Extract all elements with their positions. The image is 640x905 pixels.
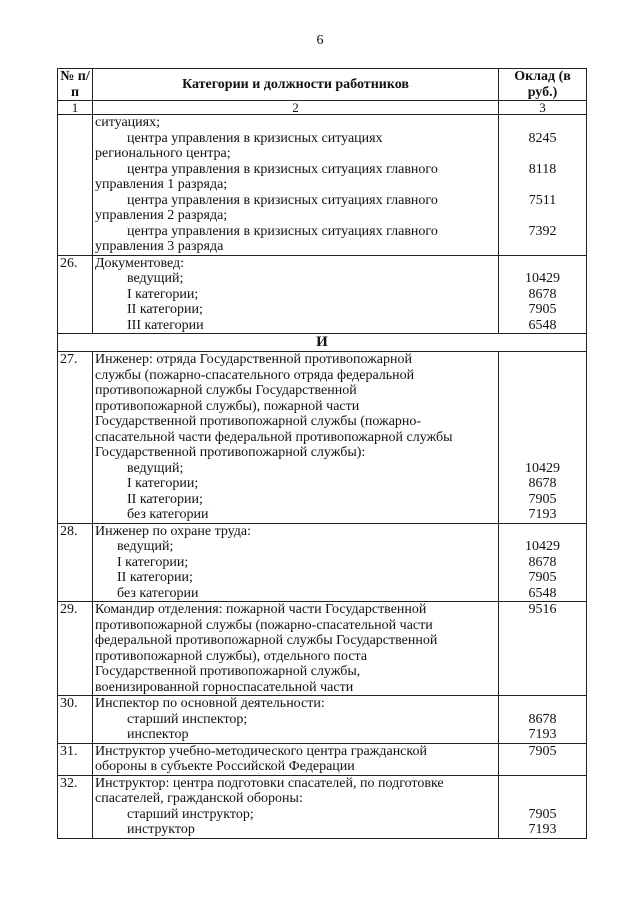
position-line: II категории; xyxy=(117,570,193,585)
salary-cell xyxy=(499,352,587,524)
header-num: № п/п xyxy=(58,69,93,101)
salary-cell xyxy=(499,743,587,775)
salary-value: 7905 xyxy=(528,302,557,317)
position-line: старший инспектор; xyxy=(127,711,248,727)
salary-value xyxy=(501,208,584,224)
position-line: Инженер по охране труда: xyxy=(95,523,252,539)
position-line: федеральной противопожарной службы Государственной xyxy=(95,633,438,648)
position-line: центра управления в кризисных ситуациях главного xyxy=(127,161,438,177)
salary-value xyxy=(501,680,584,696)
position-line: Документовед: xyxy=(95,255,185,271)
table-header-row xyxy=(58,69,587,101)
salary-value: 7193 xyxy=(528,507,557,522)
salary-value: 7193 xyxy=(528,727,557,742)
salary-value xyxy=(501,759,584,775)
position-line: военизированной горноспасательной части xyxy=(95,679,354,695)
position-line: Государственной противопожарной службы): xyxy=(95,445,366,460)
header-salary: Оклад (в руб.) xyxy=(499,69,587,101)
position-cell xyxy=(93,602,499,696)
position-line: III категории xyxy=(127,317,204,333)
salary-value: 8678 xyxy=(528,286,557,302)
salary-value xyxy=(501,524,584,540)
position-line: II категории; xyxy=(127,302,203,317)
section-letter-row xyxy=(58,334,587,352)
row-number: 27. xyxy=(58,352,93,524)
table-row xyxy=(58,775,587,838)
salary-value xyxy=(501,177,584,193)
position-line: Инспектор по основной деятельности: xyxy=(95,696,325,711)
position-line: противопожарной службы), отдельного поста xyxy=(95,648,368,664)
position-line: противопожарной службы (пожарно-спасательной части xyxy=(95,617,433,633)
position-line: центра управления в кризисных ситуациях главного xyxy=(127,223,438,239)
section-letter: И xyxy=(58,334,587,352)
position-cell xyxy=(93,775,499,838)
salary-cell xyxy=(499,255,587,334)
position-line: I категории; xyxy=(117,554,189,570)
salary-value xyxy=(501,115,584,131)
salary-value xyxy=(501,239,584,255)
table-row xyxy=(58,602,587,696)
salary-value: 8678 xyxy=(528,711,557,727)
row-number: 28. xyxy=(58,523,93,602)
salary-value xyxy=(501,146,584,162)
position-cell xyxy=(93,352,499,524)
position-line: ведущий; xyxy=(127,460,184,476)
table-row xyxy=(58,743,587,775)
position-line: спасательной части федеральной противопожарной службы xyxy=(95,429,453,445)
header-category: Категории и должности работников xyxy=(93,69,499,101)
salary-value: 7193 xyxy=(528,822,557,837)
salary-value: 6548 xyxy=(528,585,557,601)
salary-value xyxy=(501,664,584,680)
position-line: ведущий; xyxy=(117,539,174,554)
table-row xyxy=(58,255,587,334)
position-line: ситуациях; xyxy=(95,115,160,130)
position-cell xyxy=(93,696,499,744)
position-cell xyxy=(93,255,499,334)
position-line: без категории xyxy=(127,507,209,522)
position-line: противопожарной службы), пожарной части xyxy=(95,398,360,414)
position-cell xyxy=(93,743,499,775)
salary-value: 9516 xyxy=(528,602,557,617)
salary-value: 7905 xyxy=(528,743,557,759)
position-line: I категории; xyxy=(127,286,199,302)
position-cell xyxy=(93,115,499,256)
row-number: 32. xyxy=(58,775,93,838)
position-line: Инструктор учебно-методического центра гражданской xyxy=(95,743,427,759)
position-line: без категории xyxy=(117,585,199,601)
position-line: центра управления в кризисных ситуациях xyxy=(127,130,383,146)
salary-value: 7392 xyxy=(528,223,557,239)
salary-value xyxy=(501,633,584,649)
position-line: старший инструктор; xyxy=(127,806,254,822)
column-number: 1 xyxy=(58,101,93,115)
position-line: центра управления в кризисных ситуациях главного xyxy=(127,192,438,208)
salary-value xyxy=(501,256,584,272)
column-number: 3 xyxy=(499,101,587,115)
position-line: Государственной противопожарной службы, xyxy=(95,664,361,679)
position-cell xyxy=(93,523,499,602)
salary-cell xyxy=(499,523,587,602)
position-line: инспектор xyxy=(127,727,189,742)
salary-table xyxy=(57,68,587,839)
row-number: 30. xyxy=(58,696,93,744)
salary-cell xyxy=(499,696,587,744)
salary-value xyxy=(501,696,584,712)
salary-value xyxy=(501,649,584,665)
salary-value: 7905 xyxy=(528,806,557,822)
position-line: управления 3 разряда xyxy=(95,239,224,254)
salary-value: 8678 xyxy=(528,554,557,570)
position-line: спасателей, гражданской обороны: xyxy=(95,791,303,806)
salary-value xyxy=(501,618,584,634)
position-line: II категории; xyxy=(127,491,203,507)
salary-value xyxy=(501,414,584,430)
table-row xyxy=(58,696,587,744)
position-line: I категории; xyxy=(127,476,199,491)
position-line: управления 2 разряда; xyxy=(95,208,228,223)
position-line: противопожарной службы Государственной xyxy=(95,383,357,398)
salary-value: 8678 xyxy=(528,476,557,491)
salary-value: 10429 xyxy=(525,271,560,286)
salary-value xyxy=(501,445,584,461)
salary-value: 8245 xyxy=(528,130,557,146)
column-number-row xyxy=(58,101,587,115)
page-number: 6 xyxy=(316,33,324,48)
position-line: инструктор xyxy=(127,822,195,837)
salary-value: 7511 xyxy=(528,192,557,208)
salary-cell xyxy=(499,775,587,838)
salary-cell xyxy=(499,115,587,256)
salary-cell xyxy=(499,602,587,696)
salary-value: 7905 xyxy=(528,491,557,507)
position-line: Командир отделения: пожарной части Государственной xyxy=(95,602,427,617)
position-line: Инженер: отряда Государственной противопожарной xyxy=(95,352,412,367)
salary-value: 7905 xyxy=(528,570,557,585)
row-number: 26. xyxy=(58,255,93,334)
salary-value xyxy=(501,352,584,368)
position-line: управления 1 разряда; xyxy=(95,177,228,192)
table-row xyxy=(58,352,587,524)
salary-value xyxy=(501,430,584,446)
row-number xyxy=(58,115,93,256)
column-number: 2 xyxy=(93,101,499,115)
salary-value xyxy=(501,399,584,415)
position-line: обороны в субъекте Российской Федерации xyxy=(95,759,355,774)
salary-value xyxy=(501,383,584,399)
row-number: 29. xyxy=(58,602,93,696)
salary-value: 10429 xyxy=(525,539,560,554)
position-line: Государственной противопожарной службы (пожарно- xyxy=(95,414,422,429)
position-line: регионального центра; xyxy=(95,146,231,161)
salary-value xyxy=(501,368,584,384)
salary-value xyxy=(501,776,584,792)
table-row xyxy=(58,115,587,256)
position-line: ведущий; xyxy=(127,271,184,286)
position-line: службы (пожарно-спасательного отряда федеральной xyxy=(95,367,415,383)
salary-value: 10429 xyxy=(525,460,560,476)
table-row xyxy=(58,523,587,602)
salary-value xyxy=(501,791,584,807)
row-number: 31. xyxy=(58,743,93,775)
salary-value: 8118 xyxy=(528,161,557,177)
position-line: Инструктор: центра подготовки спасателей, по подготовке xyxy=(95,775,444,791)
salary-value: 6548 xyxy=(528,317,557,333)
